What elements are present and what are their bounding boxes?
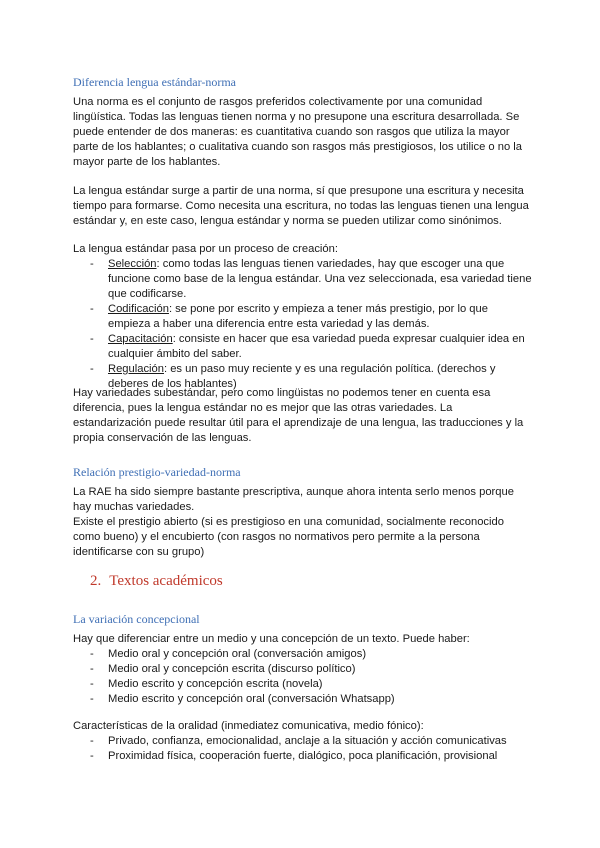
paragraph-caracteristicas-oralidad: Características de la oralidad (inmediatez comunicativa, medio fónico):	[73, 720, 424, 732]
list-item-codificacion: - Codificación: se pone por escrito y empieza a tener más prestigio, por lo que empieza a haber una diferencia entre esta variedad y las demás.	[73, 302, 533, 332]
paragraph-proceso-creacion: La lengua estándar pasa por un proceso de creación:	[73, 243, 338, 255]
heading-diferencia-lengua-estandar-norma: Diferencia lengua estándar-norma	[73, 75, 237, 89]
paragraph-norma-definicion: Una norma es el conjunto de rasgos preferidos colectivamente por una comunidad lingüística. Todas las lenguas tienen norma y no presupone una escritura desarrollada. Se puede entender de dos maneras: es cuantitativa cuando son rasgos que utiliza la mayor parte de los hablantes; o cualitativa cuando son rasgos más prestigiosos, los utilice o no la mayor parte de los hablantes.	[73, 96, 523, 168]
paragraph-medio-concepcion: Hay que diferenciar entre un medio y una concepción de un texto. Puede haber:	[73, 633, 470, 645]
list-caracteristicas-oralidad	[73, 734, 533, 764]
paragraph-variedades-subestandar: Hay variedades subestándar, pero como lingüistas no podemos tener en cuenta esa diferencia, pues la lengua estándar no es mejor que las otras variedades. La estandarización puede resultar útil para el aprendizaje de una lengua, las traducciones y la propia conservación de las lenguas.	[73, 387, 524, 444]
list-item-regulacion: - Regulación: es un paso muy reciente y es una regulación política. (derechos y deberes de los hablantes)	[73, 362, 533, 392]
heading-relacion-prestigio-variedad-norma: Relación prestigio-variedad-norma	[73, 465, 241, 479]
list-proceso-creacion	[73, 257, 533, 392]
section-title-textos-academicos: 2. Textos académicos	[90, 573, 223, 589]
list-item: - Medio escrito y concepción oral (conversación Whatsapp)	[73, 692, 533, 707]
list-medio-concepcion	[73, 647, 533, 707]
list-item-seleccion: - Selección: como todas las lenguas tienen variedades, hay que escoger una que funcione como base de la lengua estándar. Una vez seleccionada, esa variedad tiene que codificarse.	[73, 257, 533, 302]
list-item: - Medio escrito y concepción escrita (novela)	[73, 677, 533, 692]
list-item: - Privado, confianza, emocionalidad, anclaje a la situación y acción comunicativas	[73, 734, 533, 749]
list-item: - Proximidad física, cooperación fuerte, dialógico, poca planificación, provisional	[73, 749, 533, 764]
list-item: - Medio oral y concepción escrita (discurso político)	[73, 662, 533, 677]
paragraph-rae: La RAE ha sido siempre bastante prescriptiva, aunque ahora intenta serlo menos porque hay muchas variedades.	[73, 486, 514, 513]
list-item: - Medio oral y concepción oral (conversación amigos)	[73, 647, 533, 662]
list-item-capacitacion: - Capacitación: consiste en hacer que esa variedad pueda expresar cualquier idea en cualquier ámbito del saber.	[73, 332, 533, 362]
paragraph-prestigio-abierto-encubierto: Existe el prestigio abierto (si es prestigioso en una comunidad, socialmente reconocido como bueno) y el encubierto (con rasgos no normativos pero permite a la persona identificarse con su grupo)	[73, 516, 504, 558]
heading-variacion-concepcional: La variación concepcional	[73, 612, 200, 626]
paragraph-lengua-estandar: La lengua estándar surge a partir de una norma, sí que presupone una escritura y necesita tiempo para formarse. Como necesita una escritura, no todas las lenguas tienen una lengua estándar y, en este caso, lengua estándar y norma se pueden utilizar como sinónimos.	[73, 185, 529, 227]
